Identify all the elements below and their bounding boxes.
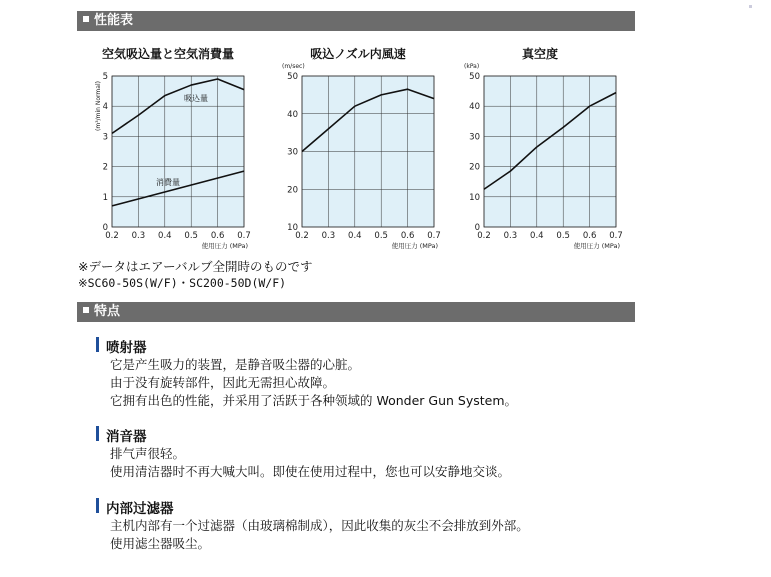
feature-line: 使用滤尘器吸尘。 xyxy=(110,536,211,551)
x-tick-label: 0.5 xyxy=(374,231,388,241)
feature-title: 消音器 xyxy=(106,429,147,445)
y-axis-label: (m³/min Normal) xyxy=(95,81,102,131)
feature-line: 它是产生吸力的装置，是静音吸尘器的心脏。 xyxy=(110,357,361,372)
chart-title: 空気吸込量と空気消費量 xyxy=(101,47,234,61)
y-tick-label: 4 xyxy=(102,102,108,113)
y-axis-label: (m/sec) xyxy=(282,63,305,70)
heading-mark xyxy=(96,337,99,352)
square-bullet-icon xyxy=(83,307,89,313)
x-tick-label: 0.3 xyxy=(503,231,518,241)
x-axis-label: 使用圧力 (MPa) xyxy=(201,242,248,250)
feature-line: 它拥有出色的性能，并采用了活跃于各种领域的 Wonder Gun System。 xyxy=(110,393,518,408)
x-tick-label: 0.7 xyxy=(609,231,623,241)
y-tick-label: 20 xyxy=(469,162,480,173)
chart-plot xyxy=(78,45,258,255)
y-tick-label: 10 xyxy=(287,223,298,233)
y-axis-label: (kPa) xyxy=(464,63,480,70)
feature-line: 使用清洁器时不再大喊大叫。即使在使用过程中，您也可以安静地交谈。 xyxy=(110,464,511,479)
x-tick-label: 0.4 xyxy=(348,231,362,241)
x-tick-label: 0.6 xyxy=(210,231,225,241)
note-models: ※SC60-50S(W/F)・SC200-50D(W/F) xyxy=(78,276,287,290)
y-tick-label: 40 xyxy=(287,109,298,120)
feature-heading xyxy=(96,497,529,515)
feature-line: 排气声很轻。 xyxy=(110,446,186,461)
y-tick-label: 50 xyxy=(469,72,480,82)
chart-plot xyxy=(268,45,448,255)
y-tick-label: 30 xyxy=(287,147,298,158)
x-tick-label: 0.6 xyxy=(400,231,415,241)
y-tick-label: 30 xyxy=(469,132,480,143)
feature-heading xyxy=(96,425,510,443)
x-axis-label: 使用圧力 (MPa) xyxy=(573,242,620,250)
chart-air-flow xyxy=(78,45,258,255)
y-tick-label: 40 xyxy=(469,102,480,113)
x-tick-label: 0.6 xyxy=(582,231,597,241)
y-tick-label: 20 xyxy=(287,185,298,196)
x-tick-label: 0.7 xyxy=(427,231,441,241)
section-header-features xyxy=(77,302,635,322)
section-title: 特点 xyxy=(94,304,121,319)
x-tick-label: 0.3 xyxy=(321,231,336,241)
series-label: 吸込量 xyxy=(184,94,208,103)
y-tick-label: 10 xyxy=(469,192,480,203)
chart-plot xyxy=(450,45,630,255)
feature-ejector xyxy=(96,336,517,410)
y-tick-label: 2 xyxy=(102,162,108,173)
heading-mark xyxy=(96,498,99,513)
y-tick-label: 3 xyxy=(102,132,108,143)
chart-title: 吸込ノズル内風速 xyxy=(310,47,406,61)
x-axis-label: 使用圧力 (MPa) xyxy=(391,242,438,250)
section-header-performance xyxy=(77,11,635,31)
square-bullet-icon xyxy=(83,16,89,22)
feature-internal-filter xyxy=(96,497,529,553)
chart-nozzle-velocity xyxy=(268,45,448,255)
chart-title: 真空度 xyxy=(521,47,558,61)
x-tick-label: 0.3 xyxy=(131,231,146,241)
scroll-indicator xyxy=(749,5,752,8)
y-tick-label: 5 xyxy=(102,72,108,82)
y-tick-label: 1 xyxy=(102,192,108,203)
feature-silencer xyxy=(96,425,510,481)
heading-mark xyxy=(96,426,99,441)
y-tick-label: 0 xyxy=(474,223,480,233)
x-tick-label: 0.5 xyxy=(184,231,198,241)
x-tick-label: 0.5 xyxy=(556,231,570,241)
x-tick-label: 0.4 xyxy=(530,231,544,241)
x-tick-label: 0.2 xyxy=(295,231,309,241)
feature-title: 内部过滤器 xyxy=(106,501,174,517)
feature-line: 主机内部有一个过滤器（由玻璃棉制成），因此收集的灰尘不会排放到外部。 xyxy=(110,518,529,533)
x-tick-label: 0.4 xyxy=(158,231,172,241)
section-title: 性能表 xyxy=(94,13,134,28)
plot-area xyxy=(484,76,616,227)
note-data-condition: ※データはエアーバルブ全開時のものです xyxy=(78,259,313,274)
feature-title: 喷射器 xyxy=(106,340,147,356)
x-tick-label: 0.2 xyxy=(477,231,491,241)
plot-area xyxy=(112,76,244,227)
feature-heading xyxy=(96,336,517,354)
series-label: 消費量 xyxy=(156,178,180,187)
x-tick-label: 0.2 xyxy=(105,231,119,241)
x-tick-label: 0.7 xyxy=(237,231,251,241)
y-tick-label: 0 xyxy=(102,223,108,233)
chart-vacuum xyxy=(450,45,630,255)
feature-line: 由于没有旋转部件，因此无需担心故障。 xyxy=(110,375,336,390)
y-tick-label: 50 xyxy=(287,72,298,82)
